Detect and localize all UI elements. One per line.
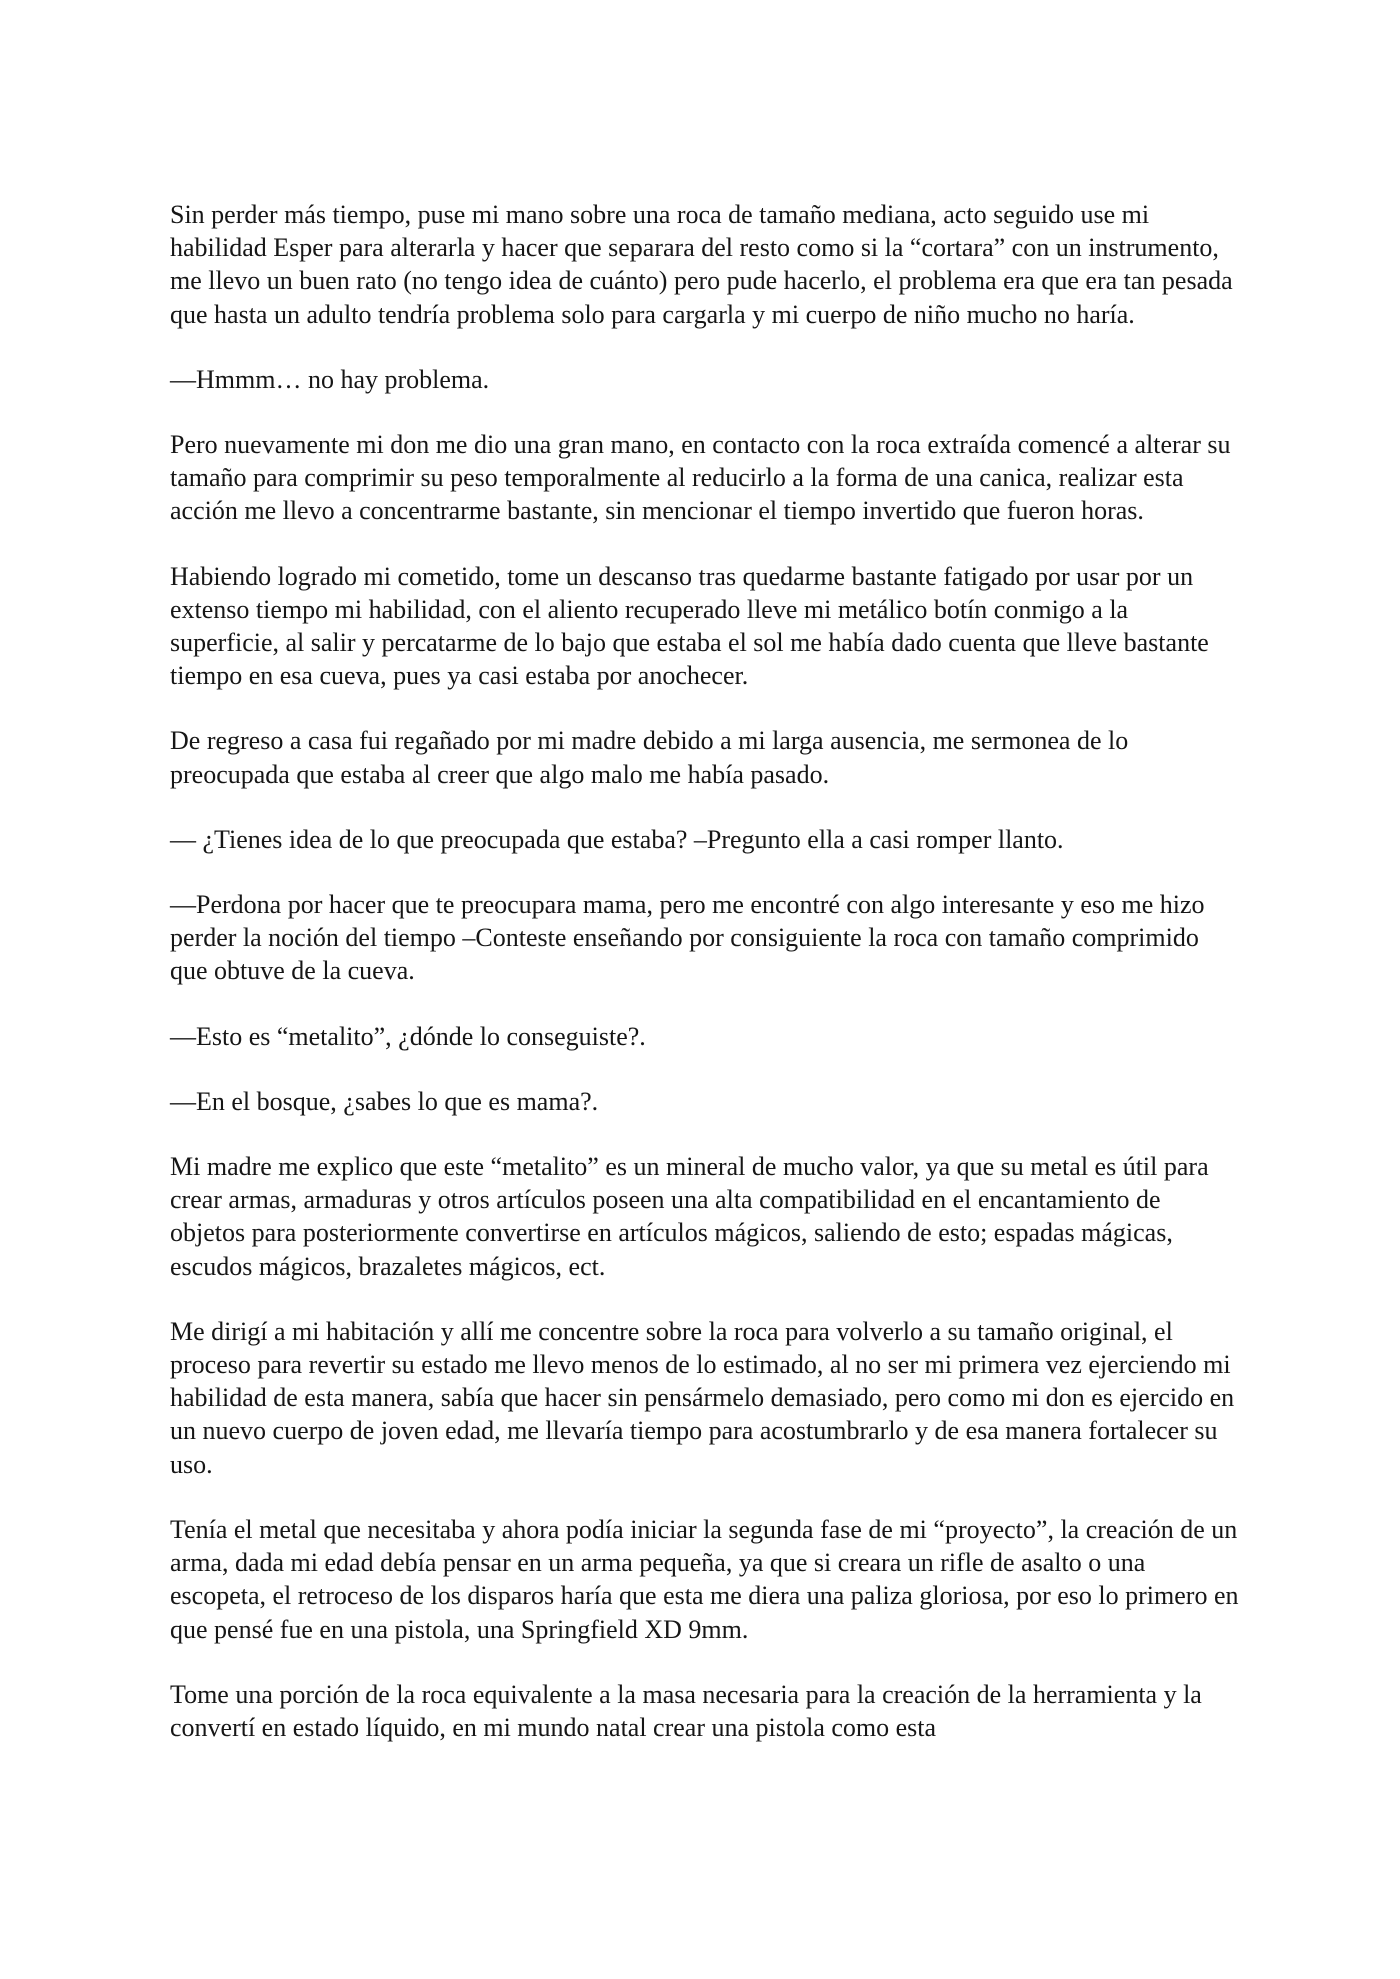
dialogue-line: —Perdona por hacer que te preocupara mama, pero me encontré con algo interesante y eso me hizo perder la noción del tiempo –Conteste enseñando por consiguiente la roca con tamaño comprimido que obtuve de la cueva. bbox=[170, 890, 1205, 986]
paragraph: Me dirigí a mi habitación y allí me concentre sobre la roca para volverlo a su tamaño original, el proceso para revertir su estado me llevo menos de lo estimado, al no ser mi primera vez ejerciendo mi habilidad de esta manera, sabía que hacer sin pensármelo demasiado, pero como mi don es ejercido en un nuevo cuerpo de joven edad, me llevaría tiempo para acostumbrarlo y de esa manera fortalecer su uso. bbox=[170, 1316, 1235, 1479]
paragraph: Pero nuevamente mi don me dio una gran mano, en contacto con la roca extraída comencé a alterar su tamaño para comprimir su peso temporalmente al reducirlo a la forma de una canica, realizar esta acción me llevo a concentrarme bastante, sin mencionar el tiempo invertido que fueron horas. bbox=[170, 430, 1231, 526]
paragraph: Tenía el metal que necesitaba y ahora podía iniciar la segunda fase de mi “proyecto”, la creación de un arma, dada mi edad debía pensar en un arma pequeña, ya que si creara un rifle de asalto o una escopeta, el retroceso de los disparos haría que esta me diera una paliza gloriosa, por eso lo primero en que pensé fue en una pistola, una Springfield XD 9mm. bbox=[170, 1514, 1239, 1644]
dialogue-line: —En el bosque, ¿sabes lo que es mama?. bbox=[170, 1086, 599, 1116]
document-page bbox=[170, 198, 1240, 1776]
dialogue-line: —Hmmm… no hay problema. bbox=[170, 364, 490, 394]
paragraph: Habiendo logrado mi cometido, tome un descanso tras quedarme bastante fatigado por usar por un extenso tiempo mi habilidad, con el aliento recuperado lleve mi metálico botín conmigo a la superficie, al salir y percatarme de lo bajo que estaba el sol me había dado cuenta que lleve bastante tiempo en esa cueva, pues ya casi estaba por anochecer. bbox=[170, 561, 1209, 691]
paragraph: Tome una porción de la roca equivalente a la masa necesaria para la creación de la herramienta y la convertí en estado líquido, en mi mundo natal crear una pistola como esta bbox=[170, 1679, 1202, 1742]
dialogue-line: — ¿Tienes idea de lo que preocupada que estaba? –Pregunto ella a casi romper llanto. bbox=[170, 824, 1064, 854]
paragraph: Mi madre me explico que este “metalito” es un mineral de mucho valor, ya que su metal es útil para crear armas, armaduras y otros artículos poseen una alta compatibilidad en el encantamiento de objetos para posteriormente convertirse en artículos mágicos, saliendo de esto; espadas mágicas, escudos mágicos, brazaletes mágicos, ect. bbox=[170, 1152, 1209, 1281]
paragraph: Sin perder más tiempo, puse mi mano sobre una roca de tamaño mediana, acto seguido use mi habilidad Esper para alterarla y hacer que separara del resto como si la “cortara” con un instrumento, me llevo un buen rato (no tengo idea de cuánto) pero pude hacerlo, el problema era que era tan pesada que hasta un adulto tendría problema solo para cargarla y mi cuerpo de niño mucho no haría. bbox=[170, 200, 1233, 329]
dialogue-line: —Esto es “metalito”, ¿dónde lo conseguiste?. bbox=[170, 1021, 646, 1051]
paragraph: De regreso a casa fui regañado por mi madre debido a mi larga ausencia, me sermonea de lo preocupada que estaba al creer que algo malo me había pasado. bbox=[170, 726, 1129, 789]
